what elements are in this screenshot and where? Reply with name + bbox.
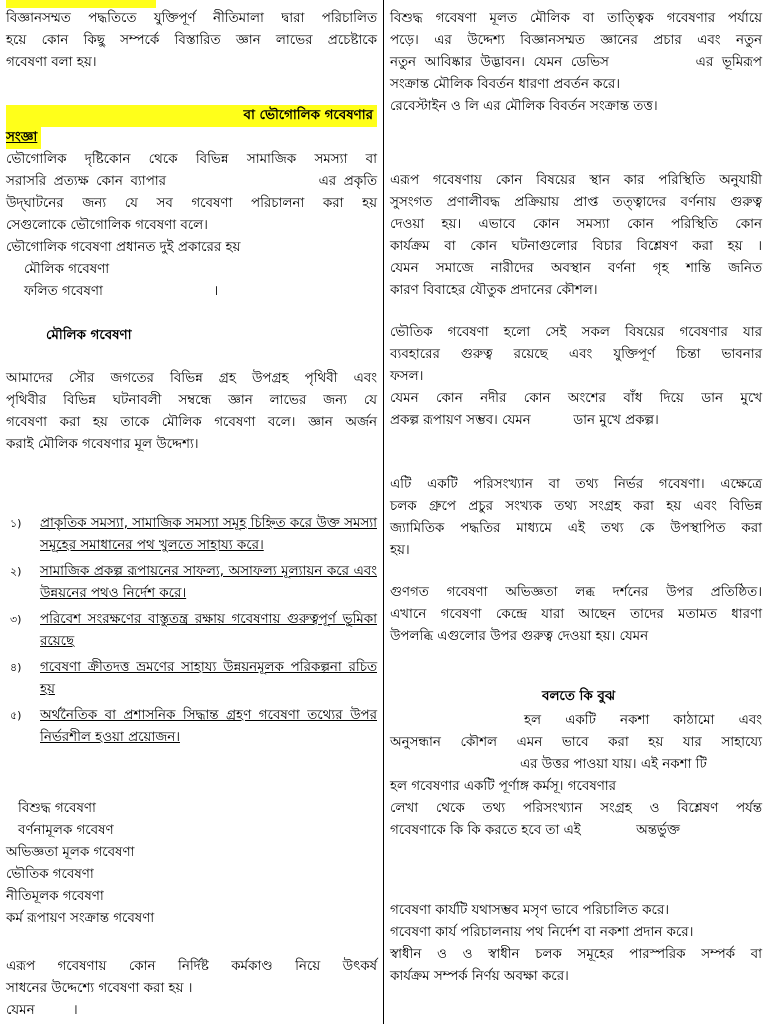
section-heading: বা ভৌগোলিক গবেষণার (6, 105, 377, 127)
list-item (10, 609, 377, 653)
section-heading-continued: সংজ্ঞা (6, 127, 41, 149)
basic-research-paragraph (6, 368, 377, 456)
text-line: করাই মৌলিক গবেষণার মূল উদ্দেশ্য। (6, 437, 199, 452)
text-line: গবেষণাকে কি কি করতে হবে তা এই অন্তর্ভুক্ত (390, 823, 680, 838)
text-line: হয়। (390, 543, 410, 558)
text-line: দেওয়া হয়। এভাবে কোন সমস্যা কোন পরিস্থিতি কোন (390, 217, 762, 232)
text-line: বিজ্ঞানসম্মত পদ্ধতিতে যুক্তিপূর্ণ নীতিমালা দ্বারা পরিচালিত (6, 11, 377, 26)
text-line: স্বাধীন ও ও স্বাধীন চলক সমূহের পারস্পরিক সম্পর্ক বা (390, 947, 762, 962)
text-line: ব্যবহারের গুরুত্ব রয়েছে এবং যুক্তিপূর্ণ চিন্তা ভাবনার (390, 347, 762, 362)
design-roles-paragraph (390, 900, 762, 988)
definition-paragraph (6, 149, 377, 303)
text-line: হয়ে কোন কিছু সম্পর্কে বিস্তারিত জ্ঞান লাভের প্রচেষ্টাকে (6, 33, 377, 48)
list-item (10, 657, 377, 701)
type-item: ফলিত গবেষণা । (24, 284, 219, 299)
text-line: গবেষণা করা হয় তাকে মৌলিক গবেষণা বলে। জ্ঞান অর্জন (6, 415, 377, 430)
classification-item: ভৌতিক গবেষণা (6, 867, 94, 882)
text-line: গবেষণা বলা হয়। (6, 55, 97, 70)
text-line: সুসংগত প্রণালীবদ্ধ প্রক্রিয়ায় প্রাপ্ত তত্ত্বাদের বর্ণনায় গুরুত্ব (390, 195, 762, 210)
text-line: ভৌতিক গবেষণা হলো সেই সকল বিষয়ের গবেষণার যার (390, 325, 762, 340)
example-line: যেমন । (6, 1003, 78, 1018)
list-text: সামাজিক প্রকল্প রূপায়নের সাফল্য, অসাফল্য মূল্যায়ন করে এবং উন্নয়নের পথও নির্দেশ করে। (40, 564, 377, 601)
classification-item: কর্ম রূপায়ণ সংক্রান্ত গবেষণা (6, 911, 155, 926)
text-line: কারণ বিবাহের যৌতুক প্রদানের কৌশল। (390, 283, 598, 298)
type-item: মৌলিক গবেষণা (24, 262, 110, 277)
text-line: পড়ে। এর উদ্দেশ্য বিজ্ঞানসম্মত জ্ঞানের প্রচার এবং নতুন (390, 33, 762, 48)
list-text: পরিবেশ সংরক্ষণের বাস্তুতন্ত্র রক্ষায় গবেষণায় গুরুত্বপূর্ণ ভূমিকা রয়েছে (40, 612, 377, 649)
classification-item: নীতিমূলক গবেষণা (6, 889, 104, 904)
text-line: যেমন কোন নদীর কোন অংশের বাঁধ দিয়ে ডান মুখে (390, 391, 762, 406)
list-number: ২) (10, 565, 22, 578)
list-number: ৫) (10, 709, 22, 722)
list-item (10, 513, 377, 557)
right-column (385, 0, 768, 1024)
text-line: এটি একটি পরিসংখ্যান বা তথ্য নির্ভর গবেষণা। এক্ষেত্রে (390, 477, 762, 492)
text-line: এরূপ গবেষণায় কোন নির্দিষ্ট কর্মকাণ্ড নিয়ে উৎকর্ষ (6, 959, 377, 974)
text-line: লেখা থেকে তথ্য পরিসংখ্যান সংগ্রহ ও বিশ্লেষণ পর্যন্ত (390, 801, 762, 816)
statistical-research-paragraph (390, 474, 762, 562)
text-line: গুণগত গবেষণা অভিজ্ঞতা লব্ধ দর্শনের উপর প্রতিষ্ঠিত। (390, 585, 762, 600)
list-item (10, 705, 377, 749)
descriptive-research-paragraph (390, 170, 762, 302)
text-line: ভৌগোলিক দৃষ্টিকোন থেকে বিভিন্ন সামাজিক সমস্যা বা (6, 152, 377, 167)
intro-paragraph (6, 8, 377, 74)
text-line: সাধনের উদ্দেশ্যে গবেষণা করা হয় । (6, 981, 193, 996)
list-number: ৪) (10, 661, 22, 674)
physical-research-paragraph (390, 322, 762, 432)
text-line: বিশুদ্ধ গবেষণা মূলত মৌলিক বা তাত্ত্বিক গবেষণার পর্যায়ে (390, 11, 762, 26)
text-line: অনুসন্ধান কৌশল এমন ভাবে করা হয় যার সাহায্যে (390, 735, 762, 750)
text-line: এরূপ গবেষণায় কোন বিষয়ের স্থান কার পরিস্থিতি অনুযায়ী (390, 173, 762, 188)
text-line: গবেষণা কার্যটি যথাসম্ভব মসৃণ ভাবে পরিচালিত করে। (390, 903, 669, 918)
list-item (10, 561, 377, 605)
qualitative-research-paragraph (390, 582, 762, 648)
text-line: এর উত্তর পাওয়া যায়। এই নকশা টি (520, 757, 707, 772)
text-line: পৃথিবীর বিভিন্ন ঘটনাবলী সম্বন্ধে জ্ঞান লাভের জন্য যে (6, 393, 377, 408)
list-number: ১) (10, 517, 22, 530)
types-intro: ভৌগোলিক গবেষণা প্রধানত দুই প্রকারের হয় (6, 240, 241, 255)
text-line: উদ্‌ঘাটনের জন্য যে সব গবেষণা পরিচালনা করা হয় (6, 196, 377, 211)
text-line: হল গবেষণার একটি পূর্ণাঙ্গ কর্মসূ। গবেষণার (390, 779, 617, 794)
text-line: এখানে গবেষণা কেন্দ্রে যারা আছেন তাদের মতামত ধারণা (390, 607, 762, 622)
text-line: গবেষণা কার্য পরিচালনায় পথ নির্দেশ বা নকশা প্রদান করে। (390, 925, 694, 940)
list-text: প্রাকৃতিক সমস্যা, সামাজিক সমস্যা সমূহ চিহ্নিত করে উক্ত সমস্যা সমূহের সমাধানের পথ খুলতে সাহায্য করে। (40, 516, 377, 553)
pure-research-paragraph (390, 8, 762, 118)
text-line: যেমন সমাজে নারীদের অবস্থান বর্ণনা গৃহ শান্তি জনিত (390, 261, 762, 276)
text-line: আমাদের সৌর জগতের বিভিন্ন গ্রহ উপগ্রহ পৃথিবী এবং (6, 371, 377, 386)
importance-list (10, 513, 377, 749)
list-text: গবেষণা ক্রীতদত্ত ভ্রমণের সাহায্য উন্নয়নমূলক পরিকল্পনা রচিত হয় (40, 660, 377, 697)
text-line: সেগুলোকে ভৌগোলিক গবেষণা বলে। (6, 218, 208, 233)
text-line: কার্যক্রম সম্পর্ক নির্ণয় অবক্ষা করে। (390, 969, 569, 984)
text-line: সরাসরি প্রত্যক্ষ কোন ব্যাপার এর প্রকৃতি (6, 174, 377, 189)
text-line: ফসল। (390, 369, 424, 384)
text-line: চলক গ্রুপে প্রচুর সংখ্যক তথ্য সংগ্রহ করা হয় এবং বিভিন্ন (390, 499, 762, 514)
basic-research-heading: মৌলিক গবেষণা (46, 328, 132, 343)
text-line: নতুন আবিষ্কার উদ্ভাবন। যেমন ডেভিস এর ভূমিরূপ (390, 55, 762, 70)
classification-item: বিশুদ্ধ গবেষণা (18, 801, 96, 816)
action-research-paragraph (6, 956, 377, 1022)
text-line: হল একটি নকশা কাঠামো এবং (524, 713, 762, 728)
design-heading: বলতে কি বুঝ (542, 689, 615, 704)
classification-item: অভিজ্ঞতা মূলক গবেষণা (6, 845, 135, 860)
text-line: রেবেস্টাইন ও লি এর মৌলিক বিবর্তন সংক্রান্ত তত্ত। (390, 99, 658, 114)
list-number: ৩) (10, 613, 22, 626)
text-line: জ্যামিতিক পদ্ধতির মাধ্যমে এই তথ্য কে উপস্থাপিত করা (390, 521, 762, 536)
text-line: উপলব্ধি এগুলোর উপর গুরুত্ব দেওয়া হয়। যেমন (390, 629, 649, 644)
classification-item: বর্ণনামূলক গবেষণ (18, 823, 114, 838)
highlight-bar (6, 0, 156, 8)
text-line: সংক্রান্ত মৌলিক বিবর্তন ধারণা প্রবর্তন করে। (390, 77, 620, 92)
list-text: অর্থনৈতিক বা প্রশাসনিক সিদ্ধান্ত গ্রহণ গবেষণা তথ্যের উপর নির্ভরশীল হওয়া প্রয়োজন। (40, 708, 377, 745)
text-line: প্রকল্প রূপায়ণ সম্ভব। যেমন ডান মুখে প্রকল্প। (390, 413, 659, 428)
research-design-paragraph (390, 710, 762, 842)
classification-list (6, 798, 377, 930)
text-line: কার্যক্রম বা কোন ঘটনাগুলোর বিচার বিশ্লেষণ করা হয় । (390, 239, 762, 254)
